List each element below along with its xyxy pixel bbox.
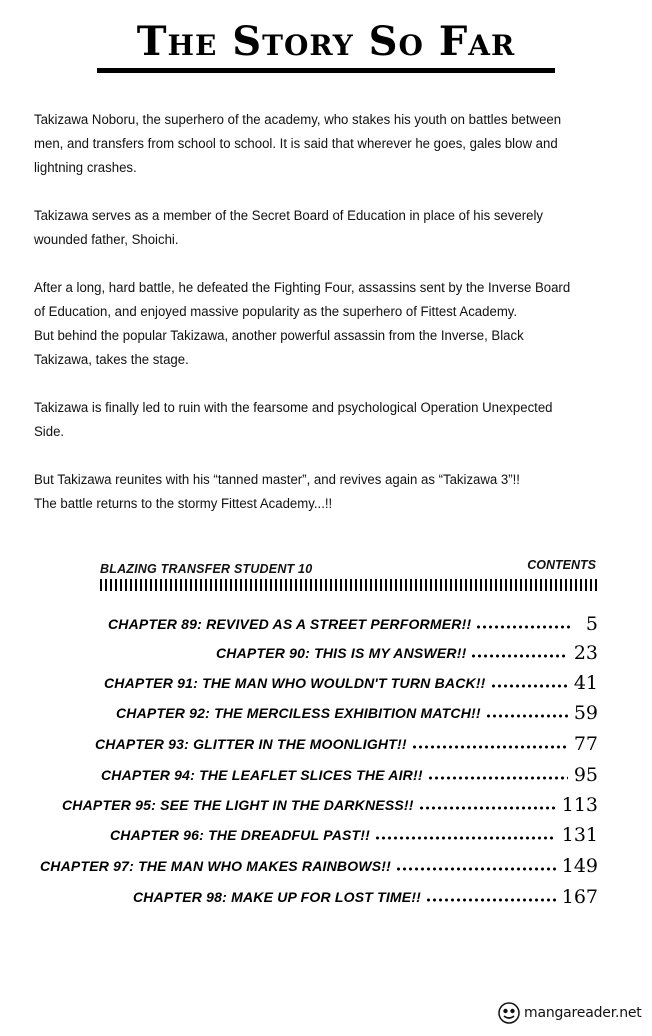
page-title: The Story So Far (136, 18, 516, 65)
chapter-page: 131 (561, 824, 598, 846)
synopsis-paragraph: The battle returns to the stormy Fittest Academy...!! (34, 496, 333, 512)
chapter-page: 113 (561, 794, 598, 816)
chapter-title: CHAPTER 97: THE MAN WHO MAKES RAINBOWS!! (40, 858, 391, 874)
chapter-page: 95 (573, 764, 598, 786)
synopsis-paragraph: Takizawa serves as a member of the Secret Board of Education in place of his severely wounded father, Shoichi. (34, 208, 543, 248)
toc-row (110, 821, 598, 849)
chapter-title: CHAPTER 89: REVIVED AS A STREET PERFORMER!! (108, 616, 472, 632)
leader-dots (397, 867, 556, 871)
chapter-page: 167 (561, 886, 598, 908)
chapter-title: CHAPTER 93: GLITTER IN THE MOONLIGHT!! (95, 736, 407, 752)
chapter-title: CHAPTER 92: THE MERCILESS EXHIBITION MATCH!! (116, 705, 481, 721)
toc-row (101, 761, 598, 789)
chapter-page: 41 (573, 672, 598, 694)
toc-row (133, 883, 598, 911)
watermark (498, 1002, 642, 1024)
leader-dots (487, 714, 568, 718)
chapter-page: 23 (573, 642, 598, 664)
synopsis-paragraph: After a long, hard battle, he defeated the Fighting Four, assassins sent by the Inverse Board of Education, and enjoyed massive popularity as the superhero of Fittest Academy. (34, 280, 571, 320)
chapter-title: CHAPTER 95: SEE THE LIGHT IN THE DARKNESS!! (62, 797, 414, 813)
leader-dots (376, 836, 556, 840)
synopsis-paragraph: But behind the popular Takizawa, another powerful assassin from the Inverse, Black Takizawa, takes the stage. (34, 328, 524, 368)
chapter-title: CHAPTER 90: THIS IS MY ANSWER!! (216, 645, 467, 661)
synopsis-paragraph: But Takizawa reunites with his “tanned master”, and revives again as “Takizawa 3”!! (34, 472, 520, 488)
chapter-page: 5 (585, 613, 598, 635)
chapter-page: 59 (573, 702, 598, 724)
series-title: BLAZING TRANSFER STUDENT 10 (100, 562, 313, 576)
leader-dots (420, 806, 556, 810)
synopsis-paragraph: Takizawa is finally led to ruin with the fearsome and psychological Operation Unexpected Side. (34, 400, 553, 440)
toc-row (104, 669, 598, 697)
chapter-title: CHAPTER 91: THE MAN WHO WOULDN'T TURN BACK!! (104, 675, 486, 691)
mangareader-logo-icon (498, 1002, 520, 1024)
toc-row (108, 610, 598, 638)
leader-dots (429, 776, 568, 780)
toc-row (62, 791, 598, 819)
leader-dots (472, 654, 567, 658)
toc-row (40, 852, 598, 880)
chapter-title: CHAPTER 94: THE LEAFLET SLICES THE AIR!! (101, 767, 423, 783)
decorative-comb-divider (100, 579, 598, 591)
contents-label: CONTENTS (527, 558, 596, 572)
toc-row (216, 639, 598, 667)
leader-dots (492, 684, 568, 688)
leader-dots (477, 625, 572, 629)
chapter-page: 77 (573, 733, 598, 755)
synopsis-paragraph: Takizawa Noboru, the superhero of the academy, who stakes his youth on battles between men, and transfers from school to school. It is said that wherever he goes, gales blow and lightning crashes. (34, 112, 562, 176)
watermark-text: mangareader.net (524, 1005, 642, 1021)
chapter-page: 149 (561, 855, 598, 877)
synopsis (34, 108, 585, 516)
leader-dots (413, 745, 568, 749)
toc-row (116, 699, 598, 727)
toc-row (95, 730, 598, 758)
title-underline (97, 68, 555, 73)
table-of-contents (0, 556, 652, 916)
chapter-title: CHAPTER 96: THE DREADFUL PAST!! (110, 827, 371, 843)
leader-dots (427, 898, 556, 902)
chapter-title: CHAPTER 98: MAKE UP FOR LOST TIME!! (133, 889, 422, 905)
